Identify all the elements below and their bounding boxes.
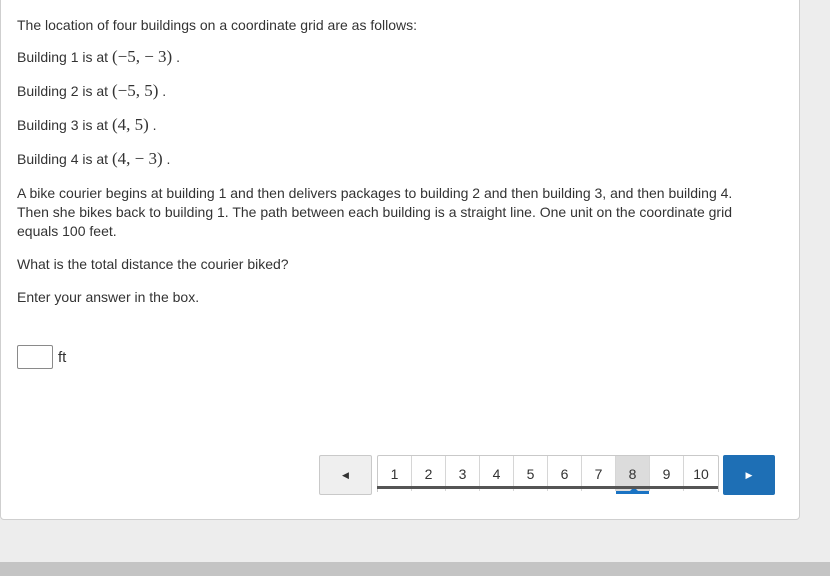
- building-4-suffix: .: [166, 151, 171, 167]
- page-button-7[interactable]: 7: [582, 456, 616, 491]
- prev-question-button[interactable]: [319, 455, 372, 495]
- answer-unit: ft: [58, 348, 67, 366]
- building-1-label: Building 1 is at: [17, 49, 109, 65]
- page-button-8-active[interactable]: 8: [616, 456, 650, 491]
- description-line-1: A bike courier begins at building 1 and then delivers packages to building 2 and then building 3, and then building 4.: [17, 185, 733, 201]
- intro-text: The location of four buildings on a coordinate grid are as follows:: [17, 17, 418, 33]
- building-3-line: [17, 115, 157, 135]
- answer-instruction: Enter your answer in the box.: [17, 289, 200, 305]
- page-button-5[interactable]: 5: [514, 456, 548, 491]
- answer-row: [17, 345, 66, 369]
- page-button-3[interactable]: 3: [446, 456, 480, 491]
- building-3-coords: (4, 5): [111, 115, 149, 134]
- right-triangle-icon: ▶: [745, 469, 753, 480]
- building-1-suffix: .: [176, 49, 180, 65]
- left-triangle-icon: ◀: [342, 469, 349, 480]
- page-button-1[interactable]: 1: [378, 456, 412, 491]
- building-2-line: [17, 81, 166, 101]
- building-4-coords: (4, − 3): [111, 149, 163, 168]
- answer-input[interactable]: [17, 345, 53, 369]
- building-3-suffix: .: [152, 117, 157, 133]
- page-button-4[interactable]: 4: [480, 456, 514, 491]
- building-4-label: Building 4 is at: [17, 151, 109, 167]
- page-button-6[interactable]: 6: [548, 456, 582, 491]
- page-button-9[interactable]: 9: [650, 456, 684, 491]
- page-button-2[interactable]: 2: [412, 456, 446, 491]
- bottom-bar: [0, 562, 830, 576]
- description-line-2: Then she bikes back to building 1. The path between each building is a straight line. One unit on the coordinate grid: [17, 204, 732, 220]
- building-1-coords: (−5, − 3): [111, 47, 173, 66]
- building-2-label: Building 2 is at: [17, 83, 109, 99]
- building-3-label: Building 3 is at: [17, 117, 109, 133]
- description-line-3: equals 100 feet.: [17, 223, 117, 239]
- building-4-line: [17, 149, 170, 169]
- question-prompt: What is the total distance the courier biked?: [17, 256, 289, 272]
- page-button-10[interactable]: 10: [693, 465, 709, 482]
- pager-underline: [377, 486, 718, 489]
- building-2-suffix: .: [162, 83, 167, 99]
- building-1-line: [17, 47, 180, 67]
- next-question-button[interactable]: [723, 455, 775, 495]
- building-2-coords: (−5, 5): [111, 81, 159, 100]
